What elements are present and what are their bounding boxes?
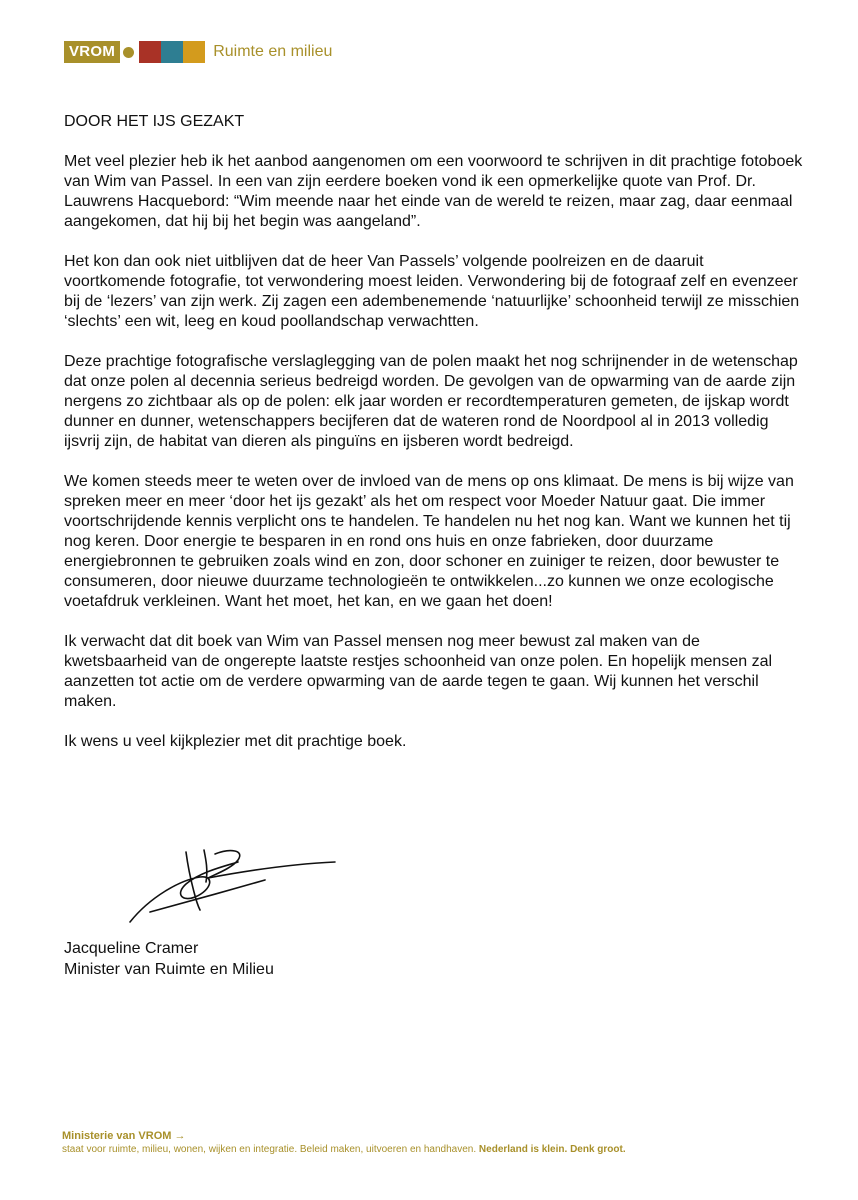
footer-tagline: staat voor ruimte, milieu, wonen, wijken en integratie. Beleid maken, uitvoeren en handhaven. — [62, 1144, 477, 1155]
paragraph: Het kon dan ook niet uitblijven dat de heer Van Passels’ volgende poolreizen en de daaruit voortkomende fotografie, tot verwondering moest leiden. Verwondering bij de fotograaf zelf en evenzeer bij de ‘lezers’ van zijn werk. Zij zagen een adembenemende ‘natuurlijke’ schoonheid terwijl ze misschien ‘slechts’ een wit, leeg en koud poollandschap verwachtten. — [64, 253, 800, 330]
footer-tagline-line — [62, 1143, 626, 1157]
footer-ministry-link[interactable]: Ministerie van VROM → — [62, 1130, 186, 1142]
teal-swatch — [161, 41, 183, 63]
org-name: Ruimte en milieu — [213, 43, 333, 60]
footer — [62, 1129, 626, 1157]
paragraph: Met veel plezier heb ik het aanbod aangenomen om een voorwoord te schrijven in dit prachtige fotoboek van Wim van Passel. In een van zijn eerdere boeken vond ik een opmerkelijke quote van Prof. Dr. Lauwrens Hacquebord: “Wim meende naar het einde van de wereld te reizen, maar zag, daar eenmaal aangekomen, dat hij bij het begin was aangeland”. — [64, 153, 803, 230]
document-body — [64, 112, 804, 772]
red-swatch — [139, 41, 161, 63]
signer-title: Minister van Ruimte en Milieu — [64, 961, 274, 978]
amber-swatch — [183, 41, 205, 63]
logo-dot-icon — [123, 47, 134, 58]
paragraph: Deze prachtige fotografische verslaglegging van de polen maakt het nog schrijnender in de wetenschap dat onze polen al decennia serieus bedreigd worden. De gevolgen van de opwarming van de aarde zijn nergens zo zichtbaar als op de polen: elk jaar worden er recordtemperaturen gemeten, de ijskap wordt dunner en dunner, wetenschappers becijferen dat de wateren rond de Noordpool al in 2013 volledig ijsvrij zijn, de habitat van dieren als pinguïns en ijsberen wordt bedreigd. — [64, 353, 798, 450]
signer-block — [64, 938, 274, 980]
header-logo — [64, 41, 332, 63]
handwritten-signature-icon — [120, 842, 360, 934]
paragraph: We komen steeds meer te weten over de invloed van de mens op ons klimaat. De mens is bij wijze van spreken meer en meer ‘door het ijs gezakt’ als het om respect voor Moeder Natuur gaat. Die immer voortschrijdende kennis verplicht ons te handelen. Te handelen nu het nog kan. Want we kunnen het tij nog keren. Door energie te besparen in en rond ons huis en onze fabrieken, door duurzame energiebronnen te gebruiken zoals wind en zon, door schoner en zuiniger te reizen, door bewuster te consumeren, door nieuwe duurzame technologieën te ontwikkelen...zo kunnen we onze ecologische voetafdruk verkleinen. Want het moet, het kan, en we gaan het doen! — [64, 473, 794, 610]
document-title: DOOR HET IJS GEZAKT — [64, 113, 245, 130]
signer-name: Jacqueline Cramer — [64, 940, 199, 957]
vrom-badge: VROM — [64, 41, 120, 63]
footer-slogan: Nederland is klein. Denk groot. — [478, 1144, 626, 1155]
paragraph: Ik verwacht dat dit boek van Wim van Passel mensen nog meer bewust zal maken van de kwetsbaarheid van de ongerepte laatste restjes schoonheid van onze polen. En hopelijk mensen zal aanzetten tot actie om de verdere opwarming van de aarde tegen te gaan. Wij kunnen het verschil maken. — [64, 633, 773, 710]
closing-line: Ik wens u veel kijkplezier met dit prachtige boek. — [64, 733, 407, 750]
